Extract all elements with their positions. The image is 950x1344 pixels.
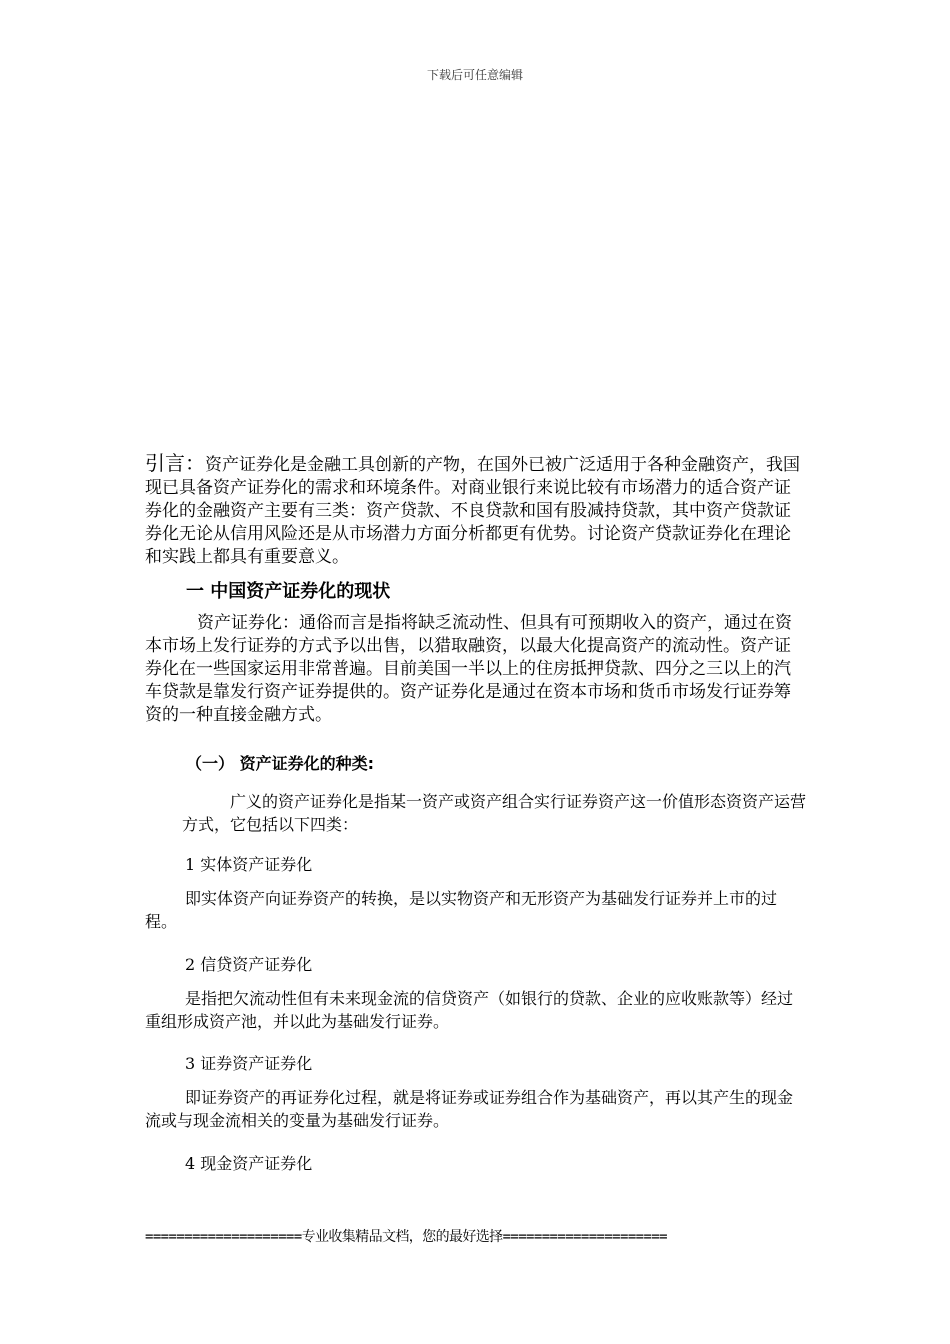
subsection-title: （一） 资产证券化的种类: bbox=[186, 754, 374, 773]
intro-paragraph bbox=[145, 452, 805, 569]
list-item-title: 3 证券资产证券化 bbox=[185, 1054, 313, 1073]
list-item-desc: 即证券资产的再证券化过程，就是将证券或证券组合作为基础资产，再以其产生的现金流或与现金流相关的变量为基础发行证券。 bbox=[145, 1088, 794, 1130]
section-paragraph: 资产证券化：通俗而言是指将缺乏流动性、但具有可预期收入的资产，通过在资本市场上发行证券的方式予以出售，以猎取融资，以最大化提高资产的流动性。资产证券化在一些国家运用非常普遍。目前美国一半以上的住房抵押贷款、四分之三以上的汽车贷款是靠发行资产证券提供的。资产证券化是通过在资本市场和货币市场发行证券筹资的一种直接金融方式。 bbox=[145, 613, 792, 725]
intro-label: 引言： bbox=[145, 451, 205, 475]
subsection-paragraph: 广义的资产证券化是指某一资产或资产组合实行证券资产这一价值形态资资产运营方式，它包括以下四类： bbox=[182, 792, 807, 834]
page-footer: ====================专业收集精品文档，您的最好选择===================== bbox=[145, 1229, 667, 1245]
list-item-title: 2 信贷资产证券化 bbox=[185, 955, 313, 974]
page-header: 下载后可任意编辑 bbox=[426, 68, 523, 82]
list-item-title: 4 现金资产证券化 bbox=[185, 1154, 313, 1173]
list-item-desc: 是指把欠流动性但有未来现金流的信贷资产（如银行的贷款、企业的应收账款等）经过重组形成资产池，并以此为基础发行证券。 bbox=[145, 989, 794, 1031]
section-title: 一 中国资产证券化的现状 bbox=[186, 581, 391, 602]
intro-text: 资产证券化是金融工具创新的产物，在国外已被广泛适用于各种金融资产，我国现已具备资产证券化的需求和环境条件。对商业银行来说比较有市场潜力的适合资产证券化的金融资产主要有三类：资产贷款、不良贷款和国有股减持贷款，其中资产贷款证券化无论从信用风险还是从市场潜力方面分析都更有优势。讨论资产贷款证券化在理论和实践上都具有重要意义。 bbox=[145, 455, 800, 567]
list-item-title: 1 实体资产证券化 bbox=[185, 855, 313, 874]
list-item-desc: 即实体资产向证券资产的转换，是以实物资产和无形资产为基础发行证券并上市的过程。 bbox=[145, 889, 778, 931]
